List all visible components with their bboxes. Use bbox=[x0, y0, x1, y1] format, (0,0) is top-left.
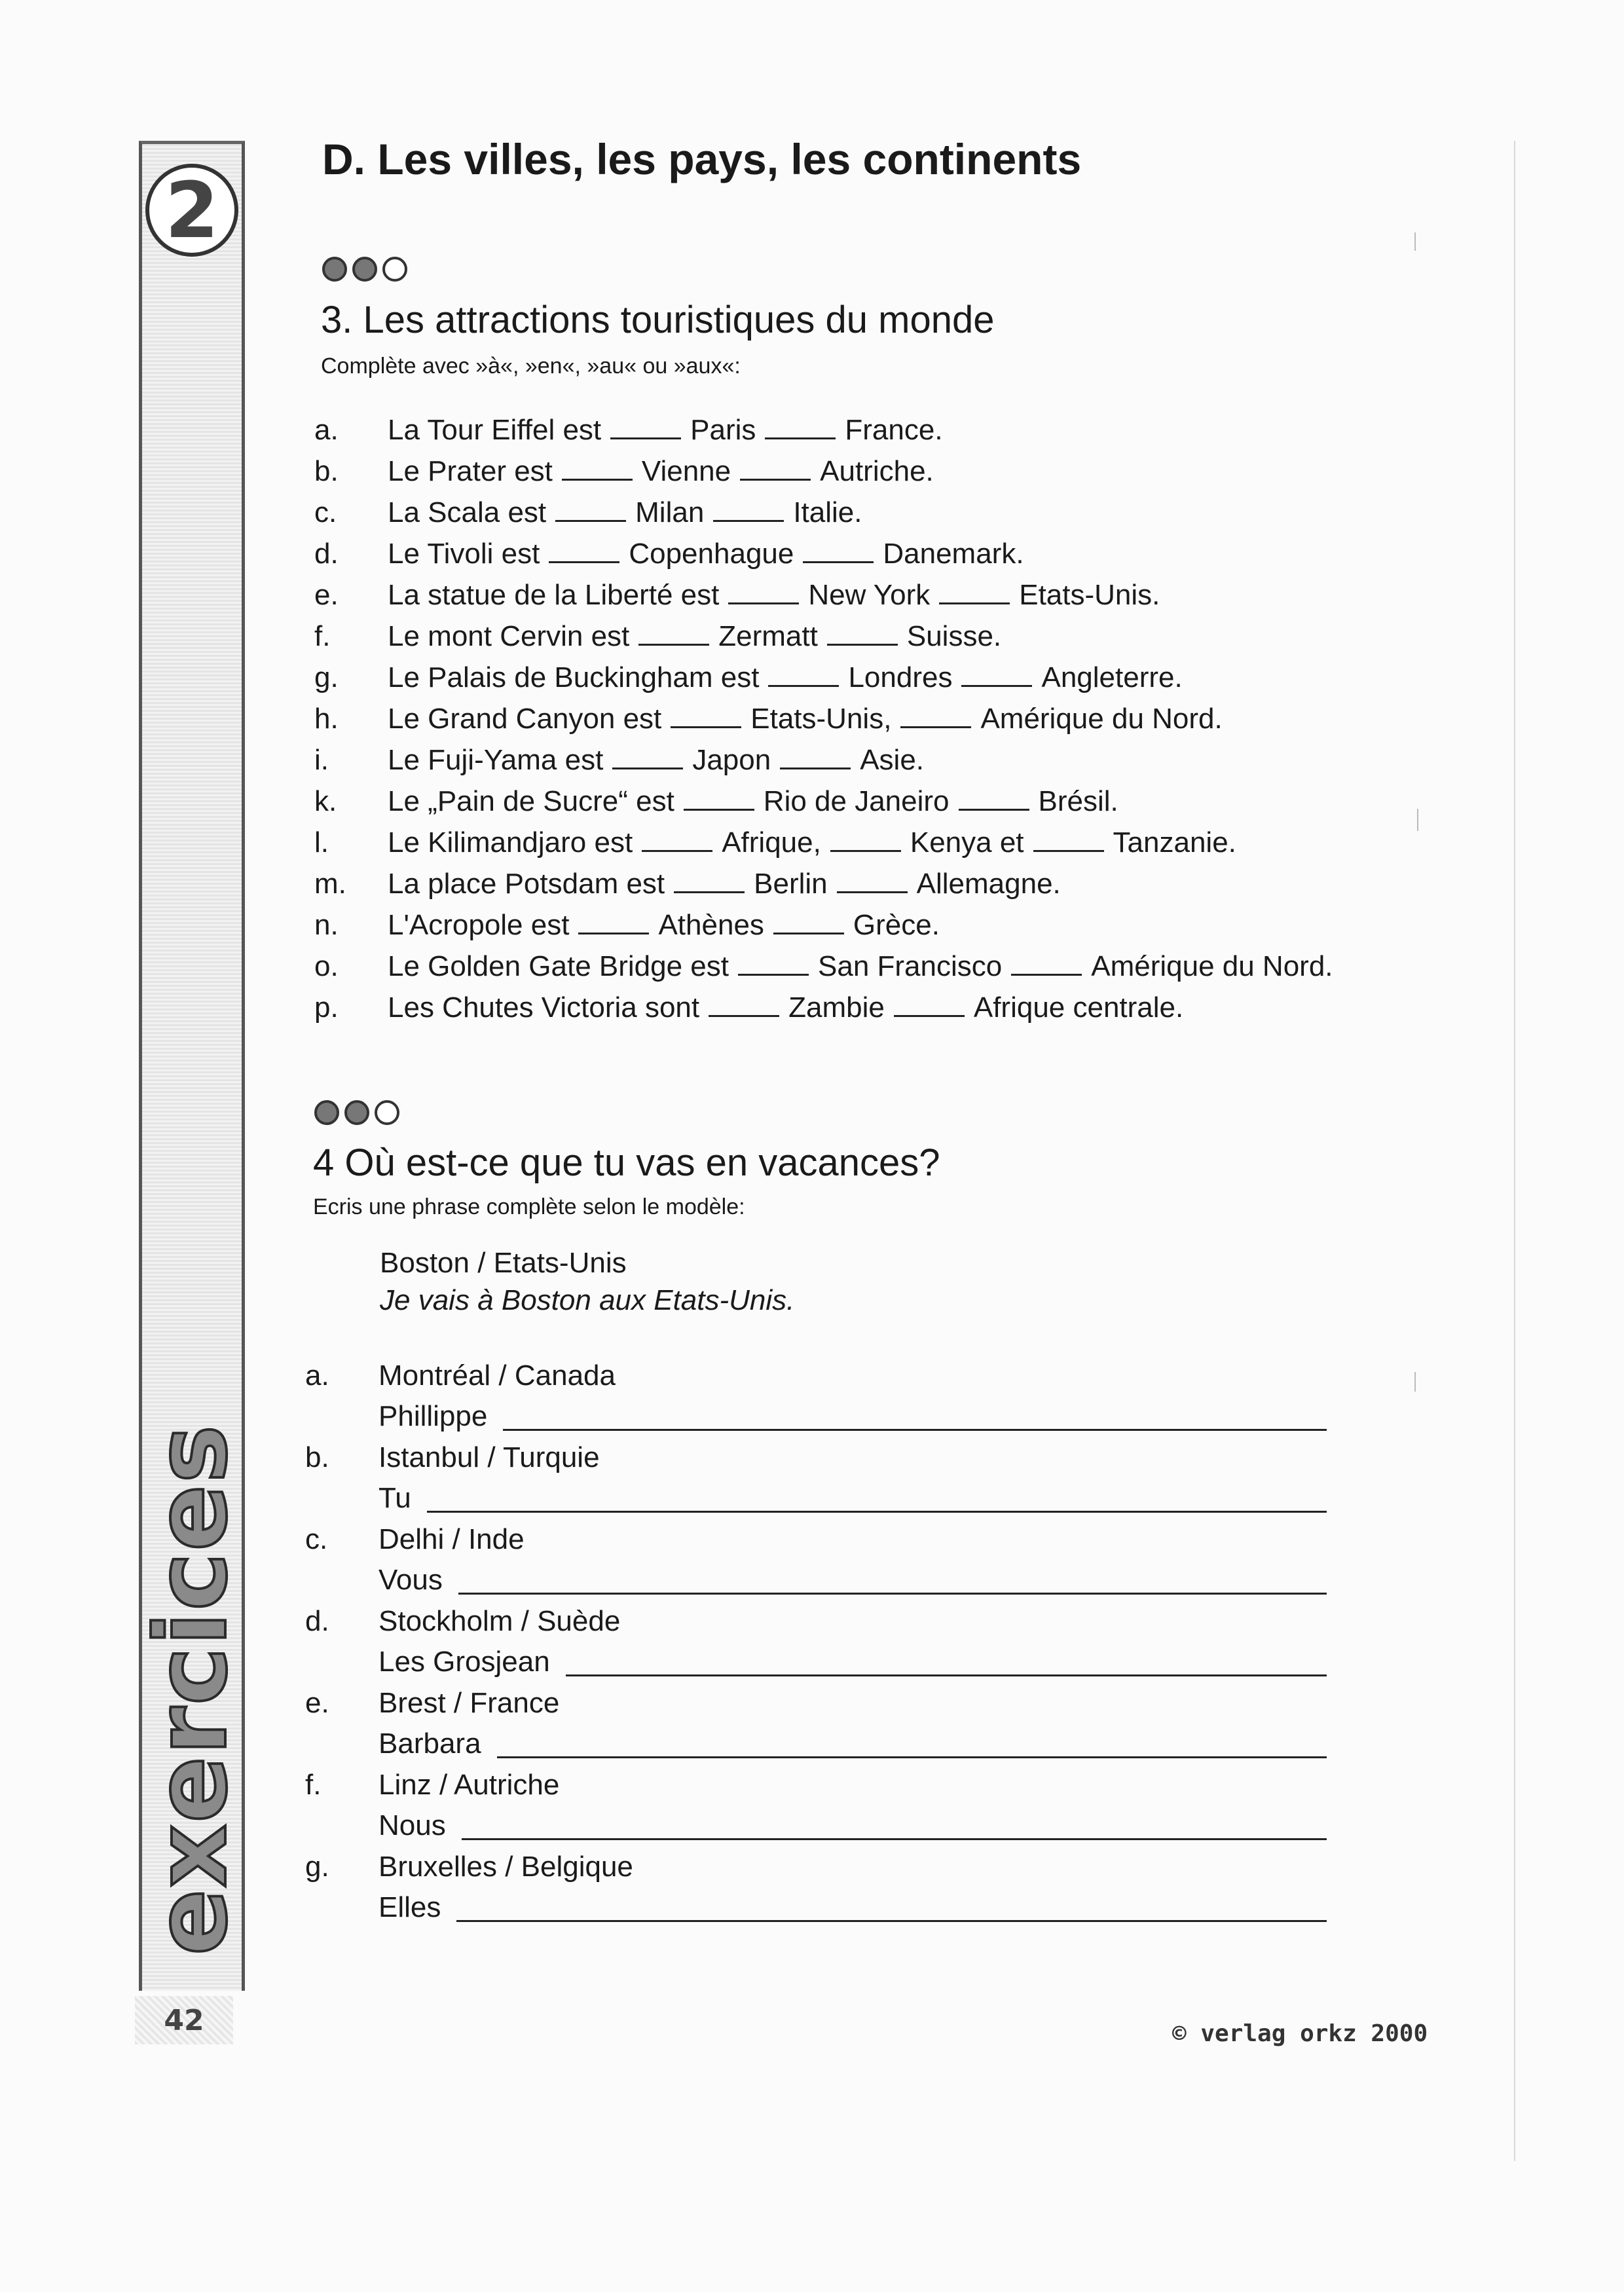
difficulty-dot-filled bbox=[344, 1100, 369, 1125]
item-letter: l. bbox=[314, 826, 329, 859]
item-text: Suisse. bbox=[906, 620, 1002, 652]
item-letter: e. bbox=[305, 1687, 329, 1719]
fill-in-blank[interactable] bbox=[578, 909, 649, 934]
item-text: Brésil. bbox=[1038, 785, 1118, 817]
item-text: Afrique, bbox=[722, 826, 821, 859]
item-subject: Barbara bbox=[378, 1728, 481, 1760]
item-subject: Les Grosjean bbox=[378, 1646, 550, 1678]
exercise4-item bbox=[305, 1359, 1327, 1441]
exercise4-instruction: Ecris une phrase complète selon le modèle: bbox=[313, 1194, 745, 1219]
item-text: Le Palais de Buckingham est bbox=[388, 661, 760, 693]
fill-in-blank[interactable] bbox=[837, 868, 908, 893]
exercise4-item bbox=[305, 1523, 1327, 1605]
item-text: Copenhague bbox=[629, 538, 794, 570]
difficulty-dot-filled bbox=[314, 1100, 339, 1125]
answer-line[interactable] bbox=[456, 1891, 1327, 1922]
item-subject: Phillippe bbox=[378, 1400, 488, 1432]
exercise3-list bbox=[314, 414, 1480, 1033]
item-text: Berlin bbox=[754, 868, 828, 900]
item-letter: c. bbox=[305, 1523, 328, 1555]
exercise3-item bbox=[314, 909, 1480, 950]
item-text: La Scala est bbox=[388, 496, 547, 528]
exercise4-item bbox=[305, 1687, 1327, 1769]
item-text: Le Prater est bbox=[388, 455, 553, 487]
exercise3-item bbox=[314, 826, 1480, 868]
fill-in-blank[interactable] bbox=[610, 414, 681, 439]
exercise3-item bbox=[314, 744, 1480, 785]
item-place: Linz / Autriche bbox=[378, 1769, 560, 1801]
fill-in-blank[interactable] bbox=[830, 826, 901, 852]
page-title: D. Les villes, les pays, les continents bbox=[322, 135, 1082, 183]
item-text: San Francisco bbox=[818, 950, 1003, 982]
item-place: Istanbul / Turquie bbox=[378, 1441, 600, 1473]
answer-line[interactable] bbox=[458, 1564, 1327, 1595]
item-place: Bruxelles / Belgique bbox=[378, 1851, 633, 1883]
item-text: La Tour Eiffel est bbox=[388, 414, 602, 446]
item-letter: g. bbox=[305, 1851, 329, 1883]
item-letter: d. bbox=[305, 1605, 329, 1637]
item-text: Etats-Unis, bbox=[750, 703, 892, 735]
scan-mark bbox=[1414, 1372, 1416, 1392]
item-text: Kenya et bbox=[910, 826, 1024, 859]
item-letter: g. bbox=[314, 661, 339, 693]
answer-line[interactable] bbox=[462, 1809, 1327, 1840]
item-letter: a. bbox=[314, 414, 339, 446]
item-text: Amérique du Nord. bbox=[980, 703, 1223, 735]
item-text: New York bbox=[808, 579, 931, 611]
exercise3-item bbox=[314, 414, 1480, 455]
exercise3-item bbox=[314, 496, 1480, 538]
chapter-number-badge: 2 bbox=[145, 164, 238, 257]
fill-in-blank[interactable] bbox=[549, 538, 619, 563]
margin-line bbox=[1514, 141, 1515, 2161]
exercise3-item bbox=[314, 620, 1480, 661]
item-text: Milan bbox=[635, 496, 705, 528]
item-place: Delhi / Inde bbox=[378, 1523, 525, 1555]
fill-in-blank[interactable] bbox=[773, 909, 844, 934]
item-text: Le Golden Gate Bridge est bbox=[388, 950, 729, 982]
item-subject: Vous bbox=[378, 1564, 443, 1596]
difficulty-dot-filled bbox=[352, 257, 377, 282]
sidebar-vertical-label: exercices bbox=[135, 1423, 249, 1956]
item-letter: k. bbox=[314, 785, 337, 817]
answer-line[interactable] bbox=[503, 1400, 1327, 1431]
difficulty-dot-filled bbox=[322, 257, 347, 282]
exercise3-item bbox=[314, 785, 1480, 826]
item-letter: o. bbox=[314, 950, 339, 982]
fill-in-blank[interactable] bbox=[765, 414, 836, 439]
fill-in-blank[interactable] bbox=[740, 455, 811, 481]
item-text: Paris bbox=[690, 414, 756, 446]
item-place: Brest / France bbox=[378, 1687, 560, 1719]
item-text: Tanzanie. bbox=[1113, 826, 1236, 859]
item-letter: d. bbox=[314, 538, 339, 570]
fill-in-blank[interactable] bbox=[555, 496, 626, 522]
item-text: Rio de Janeiro bbox=[763, 785, 950, 817]
item-letter: a. bbox=[305, 1359, 329, 1392]
exercise4-item bbox=[305, 1769, 1327, 1851]
item-text: Asie. bbox=[860, 744, 925, 776]
fill-in-blank[interactable] bbox=[959, 785, 1029, 811]
exercise3-title: 3. Les attractions touristiques du monde bbox=[321, 299, 995, 341]
item-text: Vienne bbox=[641, 455, 731, 487]
item-text: Angleterre. bbox=[1041, 661, 1183, 693]
item-subject: Elles bbox=[378, 1891, 441, 1923]
exercise4-title: 4 Où est-ce que tu vas en vacances? bbox=[313, 1141, 940, 1184]
page-number: 42 bbox=[135, 1996, 233, 2044]
exercise3-item bbox=[314, 991, 1480, 1033]
answer-line[interactable] bbox=[497, 1728, 1327, 1758]
item-text: Etats-Unis. bbox=[1019, 579, 1160, 611]
fill-in-blank[interactable] bbox=[1033, 826, 1104, 852]
fill-in-blank[interactable] bbox=[728, 579, 799, 604]
item-subject: Tu bbox=[378, 1482, 411, 1514]
model-prompt: Boston / Etats-Unis bbox=[380, 1247, 627, 1279]
fill-in-blank[interactable] bbox=[780, 744, 851, 769]
fill-in-blank[interactable] bbox=[768, 661, 839, 687]
exercise4-item bbox=[305, 1851, 1327, 1932]
copyright-notice: © verlag orkz 2000 bbox=[1172, 2020, 1428, 2047]
difficulty-dots bbox=[322, 257, 407, 282]
item-letter: h. bbox=[314, 703, 339, 735]
exercise3-item bbox=[314, 579, 1480, 620]
exercise3-item bbox=[314, 538, 1480, 579]
item-text: Zermatt bbox=[718, 620, 818, 652]
item-letter: b. bbox=[305, 1441, 329, 1473]
item-text: La statue de la Liberté est bbox=[388, 579, 720, 611]
item-text: Autriche. bbox=[820, 455, 934, 487]
item-text: Grèce. bbox=[853, 909, 940, 941]
item-letter: b. bbox=[314, 455, 339, 487]
item-place: Montréal / Canada bbox=[378, 1359, 616, 1392]
item-text: Londres bbox=[848, 661, 953, 693]
item-text: Danemark. bbox=[883, 538, 1024, 570]
fill-in-blank[interactable] bbox=[713, 496, 784, 522]
item-text: Zambie bbox=[788, 991, 885, 1024]
item-place: Stockholm / Suède bbox=[378, 1605, 621, 1637]
scan-mark bbox=[1414, 232, 1416, 251]
exercise3-item bbox=[314, 868, 1480, 909]
fill-in-blank[interactable] bbox=[738, 950, 809, 976]
item-letter: p. bbox=[314, 991, 339, 1024]
fill-in-blank[interactable] bbox=[671, 703, 741, 728]
item-letter: i. bbox=[314, 744, 329, 776]
answer-line[interactable] bbox=[427, 1482, 1327, 1513]
item-text: Le Grand Canyon est bbox=[388, 703, 662, 735]
item-letter: c. bbox=[314, 496, 337, 528]
item-text: Amérique du Nord. bbox=[1091, 950, 1333, 982]
exercise3-item bbox=[314, 950, 1480, 991]
exercise3-item bbox=[314, 703, 1480, 744]
model-answer: Je vais à Boston aux Etats-Unis. bbox=[380, 1284, 795, 1316]
difficulty-dot-empty bbox=[375, 1100, 399, 1125]
fill-in-blank[interactable] bbox=[900, 703, 971, 728]
item-text: La place Potsdam est bbox=[388, 868, 665, 900]
fill-in-blank[interactable] bbox=[827, 620, 898, 646]
fill-in-blank[interactable] bbox=[894, 991, 965, 1017]
item-letter: n. bbox=[314, 909, 339, 941]
fill-in-blank[interactable] bbox=[709, 991, 779, 1017]
item-text: Japon bbox=[692, 744, 771, 776]
fill-in-blank[interactable] bbox=[684, 785, 754, 811]
item-letter: m. bbox=[314, 868, 346, 900]
item-text: Les Chutes Victoria sont bbox=[388, 991, 700, 1024]
exercise4-item bbox=[305, 1605, 1327, 1687]
item-text: Le „Pain de Sucre“ est bbox=[388, 785, 674, 817]
item-text: L'Acropole est bbox=[388, 909, 570, 941]
item-text: Athènes bbox=[658, 909, 764, 941]
fill-in-blank[interactable] bbox=[961, 661, 1032, 687]
item-text: Italie. bbox=[793, 496, 862, 528]
model-example bbox=[380, 1244, 794, 1319]
answer-line[interactable] bbox=[566, 1646, 1327, 1676]
fill-in-blank[interactable] bbox=[674, 868, 745, 893]
item-text: Afrique centrale. bbox=[973, 991, 1184, 1024]
item-text: Le mont Cervin est bbox=[388, 620, 630, 652]
exercise3-instruction: Complète avec »à«, »en«, »au« ou »aux«: bbox=[321, 354, 741, 379]
fill-in-blank[interactable] bbox=[612, 744, 683, 769]
exercise4-list bbox=[305, 1359, 1327, 1932]
difficulty-dots bbox=[314, 1100, 399, 1125]
fill-in-blank[interactable] bbox=[1011, 950, 1082, 976]
item-text: Allemagne. bbox=[916, 868, 1061, 900]
item-text: Le Fuji-Yama est bbox=[388, 744, 604, 776]
exercise3-item bbox=[314, 661, 1480, 703]
exercise3-item bbox=[314, 455, 1480, 496]
item-text: Le Tivoli est bbox=[388, 538, 540, 570]
fill-in-blank[interactable] bbox=[562, 455, 633, 481]
fill-in-blank[interactable] bbox=[642, 826, 712, 852]
fill-in-blank[interactable] bbox=[939, 579, 1010, 604]
item-text: Le Kilimandjaro est bbox=[388, 826, 633, 859]
item-letter: f. bbox=[314, 620, 331, 652]
item-subject: Nous bbox=[378, 1809, 446, 1841]
exercise4-item bbox=[305, 1441, 1327, 1523]
fill-in-blank[interactable] bbox=[803, 538, 874, 563]
difficulty-dot-empty bbox=[382, 257, 407, 282]
item-letter: f. bbox=[305, 1769, 322, 1801]
item-text: France. bbox=[845, 414, 943, 446]
item-letter: e. bbox=[314, 579, 339, 611]
fill-in-blank[interactable] bbox=[638, 620, 709, 646]
